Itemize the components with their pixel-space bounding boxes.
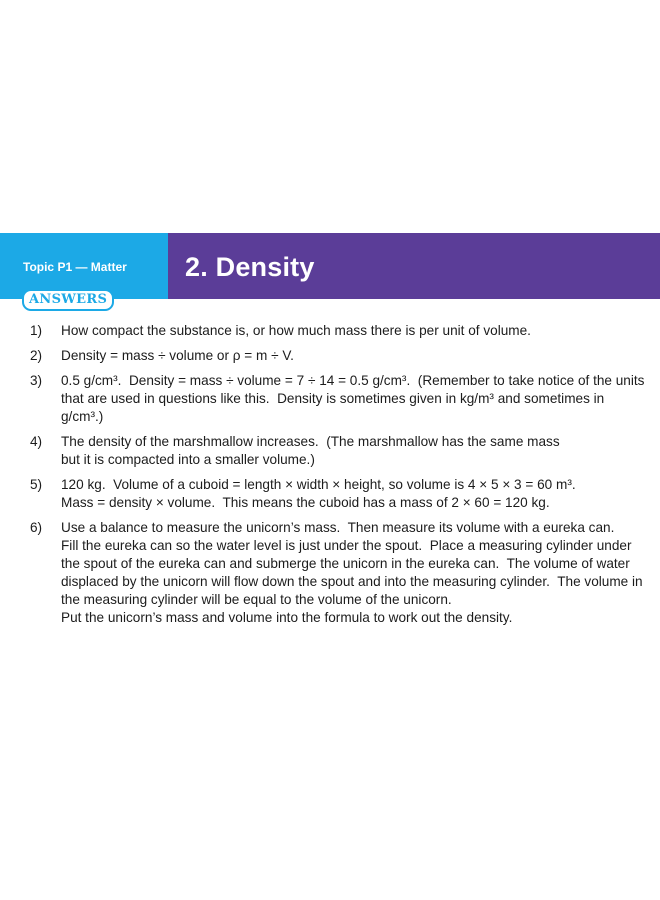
page-title: 2. Density bbox=[185, 252, 315, 282]
answer-item-2 bbox=[30, 347, 646, 365]
topic-label: Topic P1 — Matter bbox=[23, 260, 127, 274]
answer-item-1 bbox=[30, 322, 646, 340]
answer-number: 5) bbox=[30, 477, 43, 492]
answers-badge: ANSWERS bbox=[22, 289, 114, 311]
answer-text: Use a balance to measure the unicorn’s mass. Then measure its volume with a eureka can. Fill the eureka can so the water level is just under the spout. Place a measuring cylinder under the spout of the eureka can and submerge the unicorn in the eureka can. The volume of water displaced by the unicorn will flow down the spout and into the measuring cylinder. The volume in the measuring cylinder will be equal to the volume of the unicorn. Put the unicorn’s mass and volume into the formula to work out the density. bbox=[61, 520, 643, 625]
answer-text: 0.5 g/cm³. Density = mass ÷ volume = 7 ÷ 14 = 0.5 g/cm³. (Remember to take notice of the units that are used in questions like this. Density is sometimes given in kg/m³ and sometimes in g/cm³.) bbox=[61, 373, 649, 424]
answer-text: 120 kg. Volume of a cuboid = length × width × height, so volume is 4 × 5 × 3 = 60 m³. Mass = density × volume. This means the cuboid has a mass of 2 × 60 = 120 kg. bbox=[61, 477, 576, 510]
answer-number: 2) bbox=[30, 348, 43, 363]
answer-item-6 bbox=[30, 519, 646, 627]
answers-list bbox=[30, 322, 649, 634]
answer-number: 6) bbox=[30, 520, 43, 535]
answer-item-5 bbox=[30, 476, 646, 512]
answer-number: 3) bbox=[30, 373, 43, 388]
answer-number: 4) bbox=[30, 434, 43, 449]
answer-text: How compact the substance is, or how much mass there is per unit of volume. bbox=[61, 323, 531, 338]
answer-item-3 bbox=[30, 372, 649, 426]
answer-text: Density = mass ÷ volume or ρ = m ÷ V. bbox=[61, 348, 294, 363]
answer-item-4 bbox=[30, 433, 646, 469]
answer-text: The density of the marshmallow increases. (The marshmallow has the same mass but it is compacted into a smaller volume.) bbox=[61, 434, 560, 467]
answer-number: 1) bbox=[30, 323, 43, 338]
title-banner bbox=[168, 233, 660, 299]
